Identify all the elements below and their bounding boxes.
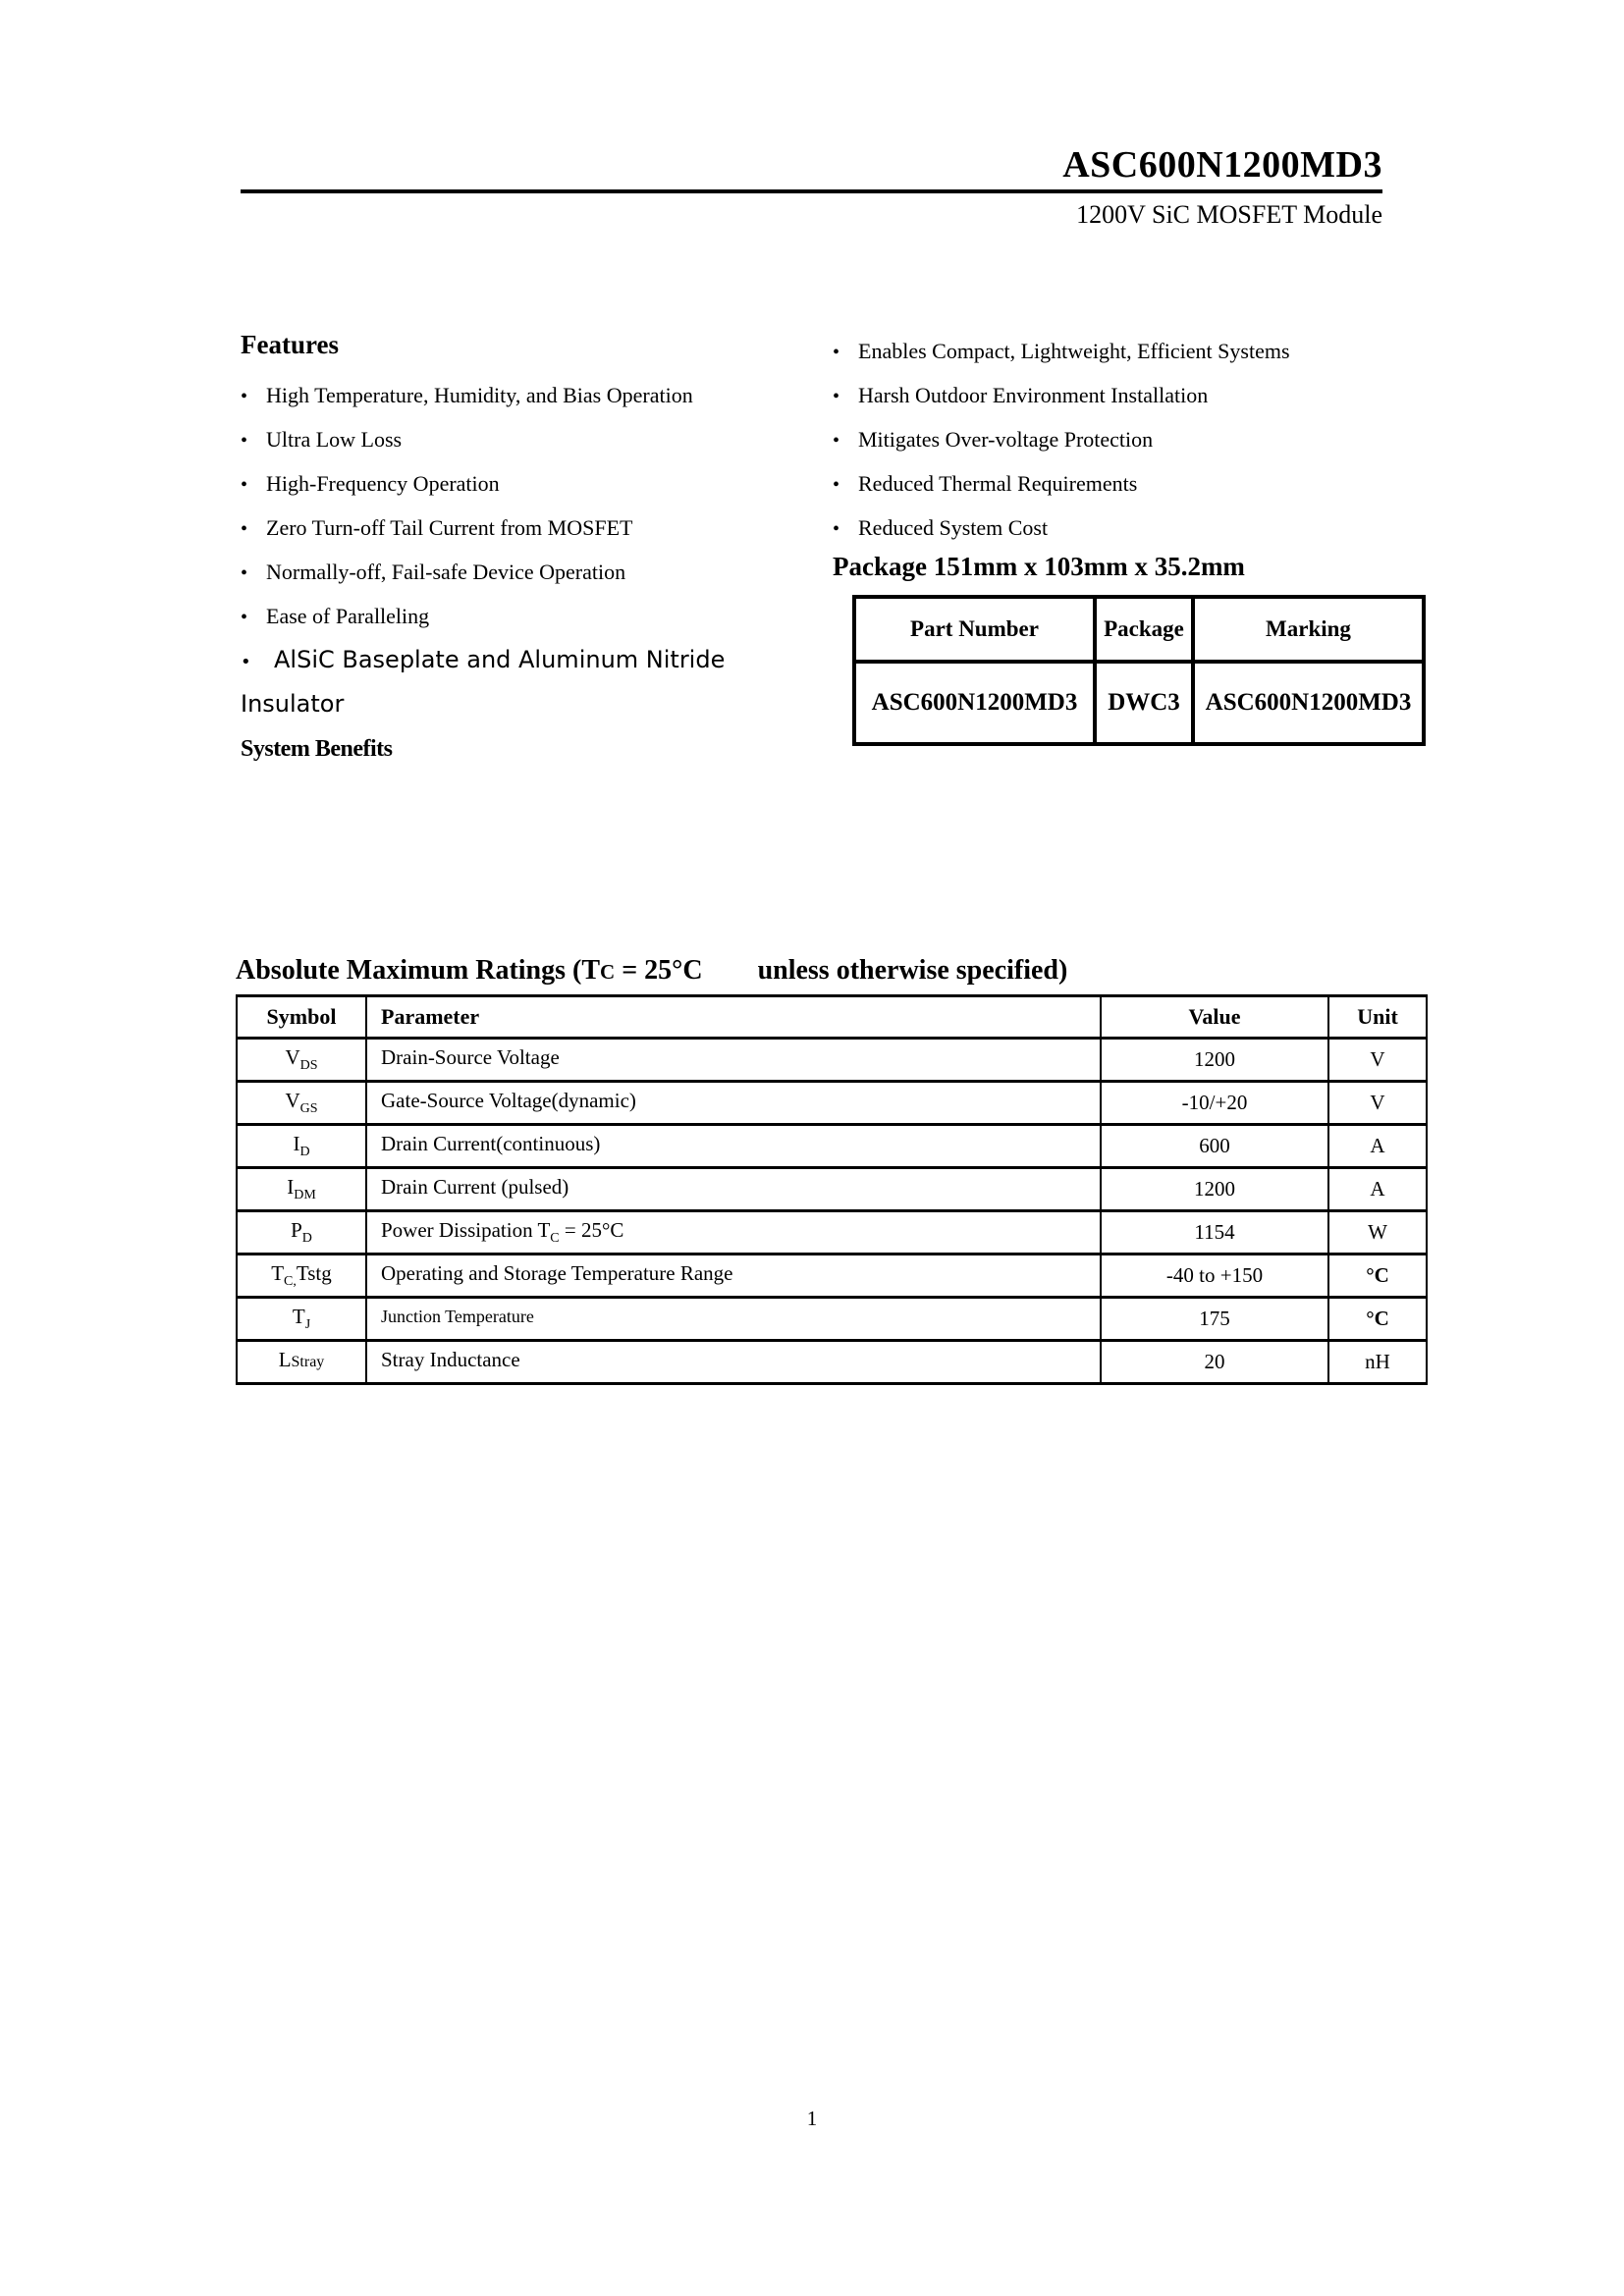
list-item bbox=[833, 462, 1435, 507]
unit-cell: V bbox=[1328, 1039, 1427, 1082]
package-heading: Package 151mm x 103mm x 35.2mm bbox=[833, 552, 1245, 581]
table-row bbox=[237, 1255, 1427, 1298]
parameter-cell: Power Dissipation $T_C = 25^\circ C$ bbox=[366, 1211, 1101, 1255]
parameter-cell: Drain Current(continuous) bbox=[366, 1125, 1101, 1168]
list-item bbox=[833, 507, 1435, 551]
table-row bbox=[237, 1082, 1427, 1125]
feature-text: AlSiC Baseplate and Aluminum Nitride bbox=[274, 646, 726, 673]
value-cell: -10/+20 bbox=[1101, 1082, 1328, 1125]
unit-cell: nH bbox=[1328, 1341, 1427, 1384]
title-part: Absolute Maximum Ratings (T bbox=[236, 955, 601, 986]
table-row bbox=[237, 1125, 1427, 1168]
bullet-icon: • bbox=[241, 562, 248, 584]
features-section bbox=[241, 330, 830, 725]
abs-max-title bbox=[236, 955, 1426, 987]
table-row bbox=[854, 662, 1424, 744]
feature-text-continued: Insulator bbox=[241, 690, 345, 718]
list-item bbox=[241, 462, 830, 507]
benefit-text: Reduced Thermal Requirements bbox=[858, 471, 1138, 496]
parameter-cell: Gate-Source Voltage(dynamic) bbox=[366, 1082, 1101, 1125]
list-item bbox=[833, 330, 1435, 374]
feature-text: Zero Turn-off Tail Current from MOSFET bbox=[266, 515, 633, 540]
benefits-list bbox=[833, 330, 1435, 551]
bullet-icon: • bbox=[241, 474, 248, 496]
list-item bbox=[241, 639, 830, 683]
abs-max-section bbox=[236, 955, 1426, 1385]
parameter-cell: Junction Temperature bbox=[366, 1298, 1101, 1341]
header-rule bbox=[241, 189, 1382, 193]
column-header-package: Package bbox=[1095, 597, 1193, 662]
feature-text: High-Frequency Operation bbox=[266, 471, 500, 496]
value-cell: 175 bbox=[1101, 1298, 1328, 1341]
symbol-cell: $V_{GS}$ bbox=[237, 1082, 366, 1125]
unit-cell: W bbox=[1328, 1211, 1427, 1255]
benefit-text: Enables Compact, Lightweight, Efficient Systems bbox=[858, 339, 1290, 363]
abs-max-table bbox=[236, 994, 1428, 1385]
column-header-part-number: Part Number bbox=[854, 597, 1095, 662]
bullet-icon: • bbox=[241, 652, 251, 672]
page-number: 1 bbox=[806, 2107, 818, 2130]
table-header-row bbox=[237, 996, 1427, 1039]
unit-cell: °C bbox=[1328, 1255, 1427, 1298]
title-part: C bbox=[600, 960, 616, 984]
column-header-symbol: Symbol bbox=[237, 996, 366, 1039]
unit-cell: A bbox=[1328, 1168, 1427, 1211]
column-header-parameter: Parameter bbox=[366, 996, 1101, 1039]
bullet-icon: • bbox=[833, 474, 840, 496]
bullet-icon: • bbox=[833, 518, 840, 540]
symbol-cell: $T_J$ bbox=[237, 1298, 366, 1341]
feature-text: Ease of Paralleling bbox=[266, 604, 430, 628]
part-number-cell: ASC600N1200MD3 bbox=[854, 662, 1095, 744]
parameter-cell: Drain-Source Voltage bbox=[366, 1039, 1101, 1082]
bullet-icon: • bbox=[241, 430, 248, 452]
symbol-cell: $V_{DS}$ bbox=[237, 1039, 366, 1082]
unit-cell: V bbox=[1328, 1082, 1427, 1125]
column-header-value: Value bbox=[1101, 996, 1328, 1039]
package-cell: DWC3 bbox=[1095, 662, 1193, 744]
symbol-cell: LStray bbox=[237, 1341, 366, 1384]
list-item bbox=[833, 374, 1435, 418]
value-cell: -40 to +150 bbox=[1101, 1255, 1328, 1298]
value-cell: 1200 bbox=[1101, 1039, 1328, 1082]
list-item bbox=[833, 418, 1435, 462]
package-table bbox=[852, 595, 1426, 746]
symbol-cell: $P_D$ bbox=[237, 1211, 366, 1255]
feature-text: Normally-off, Fail-safe Device Operation bbox=[266, 560, 626, 584]
feature-text: High Temperature, Humidity, and Bias Operation bbox=[266, 383, 693, 407]
list-item bbox=[241, 374, 830, 418]
value-cell: 1200 bbox=[1101, 1168, 1328, 1211]
bullet-icon: • bbox=[241, 607, 248, 628]
module-subtitle: 1200V SiC MOSFET Module bbox=[1076, 200, 1382, 229]
page-title: ASC600N1200MD3 bbox=[1062, 144, 1382, 186]
value-cell: 20 bbox=[1101, 1341, 1328, 1384]
symbol-cell: $I_{DM}$ bbox=[237, 1168, 366, 1211]
table-row bbox=[237, 1341, 1427, 1384]
value-cell: 1154 bbox=[1101, 1211, 1328, 1255]
table-header-row bbox=[854, 597, 1424, 662]
marking-cell: ASC600N1200MD3 bbox=[1193, 662, 1424, 744]
parameter-cell: Drain Current (pulsed) bbox=[366, 1168, 1101, 1211]
table-row bbox=[237, 1298, 1427, 1341]
list-item bbox=[241, 507, 830, 551]
features-list bbox=[241, 374, 830, 639]
parameter-cell: Operating and Storage Temperature Range bbox=[366, 1255, 1101, 1298]
value-cell: 600 bbox=[1101, 1125, 1328, 1168]
unit-cell: °C bbox=[1328, 1298, 1427, 1341]
unit-cell: A bbox=[1328, 1125, 1427, 1168]
title-part: unless otherwise specified) bbox=[757, 955, 1068, 986]
benefits-section bbox=[833, 330, 1435, 746]
parameter-cell: Stray Inductance bbox=[366, 1341, 1101, 1384]
list-item bbox=[241, 551, 830, 595]
bullet-icon: • bbox=[833, 430, 840, 452]
list-item bbox=[241, 418, 830, 462]
system-benefits-heading: System Benefits bbox=[241, 736, 393, 762]
benefit-text: Harsh Outdoor Environment Installation bbox=[858, 383, 1209, 407]
bullet-icon: • bbox=[241, 386, 248, 407]
symbol-cell: $I_D$ bbox=[237, 1125, 366, 1168]
title-part: = 25°C bbox=[615, 955, 703, 986]
benefit-text: Mitigates Over-voltage Protection bbox=[858, 427, 1154, 452]
bullet-icon: • bbox=[241, 518, 248, 540]
feature-text: Ultra Low Loss bbox=[266, 427, 403, 452]
bullet-icon: • bbox=[833, 342, 840, 363]
features-heading: Features bbox=[241, 330, 339, 359]
benefit-text: Reduced System Cost bbox=[858, 515, 1049, 540]
table-row bbox=[237, 1211, 1427, 1255]
table-row bbox=[237, 1168, 1427, 1211]
symbol-cell: $T_{C,}Tstg$ bbox=[237, 1255, 366, 1298]
bullet-icon: • bbox=[833, 386, 840, 407]
list-item bbox=[241, 595, 830, 639]
column-header-unit: Unit bbox=[1328, 996, 1427, 1039]
table-row bbox=[237, 1039, 1427, 1082]
column-header-marking: Marking bbox=[1193, 597, 1424, 662]
